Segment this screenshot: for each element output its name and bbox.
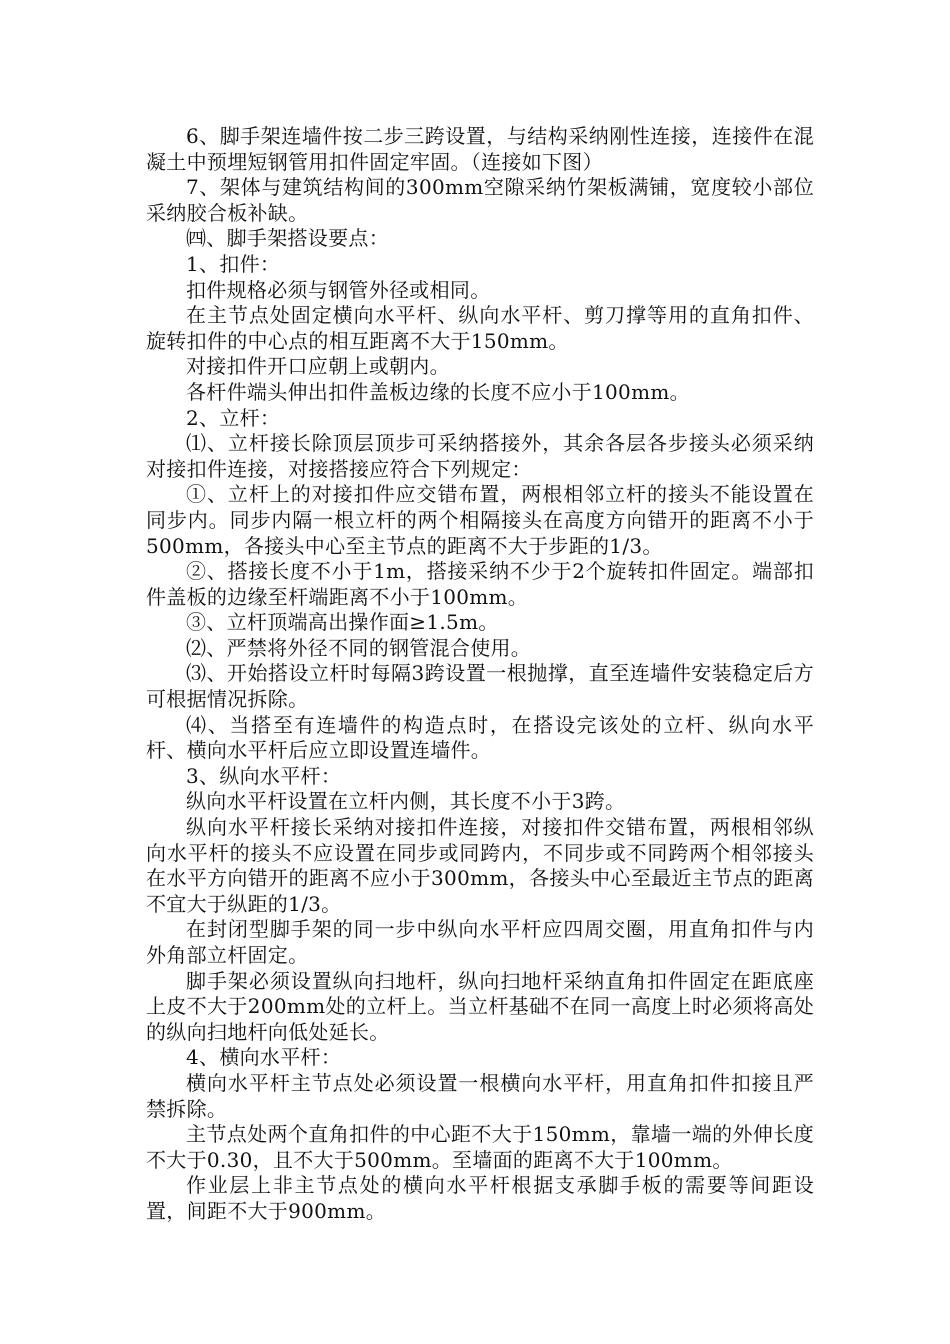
paragraph: 主节点处两个直角扣件的中心距不大于150mm，靠墙一端的外伸长度不大于0.30，且不大于500mm。至墙面的距离不大于100mm。 — [146, 1122, 814, 1172]
subheading-couplers: 1、扣件： — [186, 251, 281, 276]
paragraph: ①、立杆上的对接扣件应交错布置，两根相邻立杆的接头不能设置在同步内。同步内隔一根立杆的两个相隔接头在高度方向错开的距离不小于500mm，各接头中心至主节点的距离不大于步距的1/3。 — [146, 482, 814, 558]
paragraph: ⑷、当搭至有连墙件的构造点时，在搭设完该处的立杆、纵向水平杆、横向水平杆后应立即设置连墙件。 — [146, 712, 814, 763]
document-body — [146, 124, 814, 1225]
section-heading-erection-points: ㈣、脚手架搭设要点： — [186, 226, 389, 251]
paragraph: 作业层上非主节点处的横向水平杆根据支承脚手板的需要等间距设置，间距不大于900mm。 — [146, 1173, 814, 1223]
paragraph: ⑶、开始搭设立杆时每隔3跨设置一根抛撑，直至连墙件安装稳定后方可根据情况拆除。 — [146, 661, 814, 712]
paragraph: 脚手架必须设置纵向扫地杆，纵向扫地杆采纳直角扣件固定在距底座上皮不大于200mm处的立杆上。当立杆基础不在同一高度上时必须将高处的纵向扫地杆向低处延长。 — [146, 968, 814, 1044]
paragraph-wall-ties: 6、脚手架连墙件按二步三跨设置，与结构采纳刚性连接，连接件在混凝土中预埋短钢管用扣件固定牢固。（连接如下图） — [146, 124, 814, 174]
subheading-transverse-bars: 4、横向水平杆： — [186, 1045, 342, 1070]
paragraph: 各杆件端头伸出扣件盖板边缘的长度不应小于100mm。 — [186, 379, 690, 404]
paragraph: 对接扣件开口应朝上或朝内。 — [186, 354, 450, 379]
paragraph: ⑵、严禁将外径不同的钢管混合使用。 — [186, 635, 532, 660]
paragraph: 在主节点处固定横向水平杆、纵向水平杆、剪刀撑等用的直角扣件、旋转扣件的中心点的相互距离不大于150mm。 — [146, 303, 814, 353]
paragraph: 横向水平杆主节点处必须设置一根横向水平杆，用直角扣件扣接且严禁拆除。 — [146, 1070, 814, 1121]
paragraph: ②、搭接长度不小于1m，搭接采纳不少于2个旋转扣件固定。端部扣件盖板的边缘至杆端距离不小于100mm。 — [146, 559, 814, 609]
paragraph: 纵向水平杆设置在立杆内侧，其长度不小于3跨。 — [186, 789, 626, 814]
subheading-longitudinal-bars: 3、纵向水平杆： — [186, 763, 342, 788]
subheading-standards: 2、立杆： — [186, 405, 281, 430]
paragraph: 纵向水平杆接长采纳对接扣件连接，对接扣件交错布置，两根相邻纵向水平杆的接头不应设置在同步或同跨内，不同步或不同跨两个相邻接头在水平方向错开的距离不应小于300mm，各接头中心至最近主节点的距离不宜大于纵距的1/3。 — [146, 815, 814, 916]
paragraph: ③、立杆顶端高出操作面≥1.5m。 — [186, 610, 499, 635]
paragraph: 扣件规格必须与钢管外径或相同。 — [186, 277, 491, 302]
paragraph: ⑴、立杆接长除顶层顶步可采纳搭接外，其余各层各步接头必须采纳对接扣件连接，对接搭接应符合下列规定： — [146, 431, 814, 481]
paragraph: 在封闭型脚手架的同一步中纵向水平杆应四周交圈，用直角扣件与内外角部立杆固定。 — [146, 917, 814, 967]
paragraph-gap-boards: 7、架体与建筑结构间的300mm空隙采纳竹架板满铺，宽度较小部位采纳胶合板补缺。 — [146, 175, 814, 225]
